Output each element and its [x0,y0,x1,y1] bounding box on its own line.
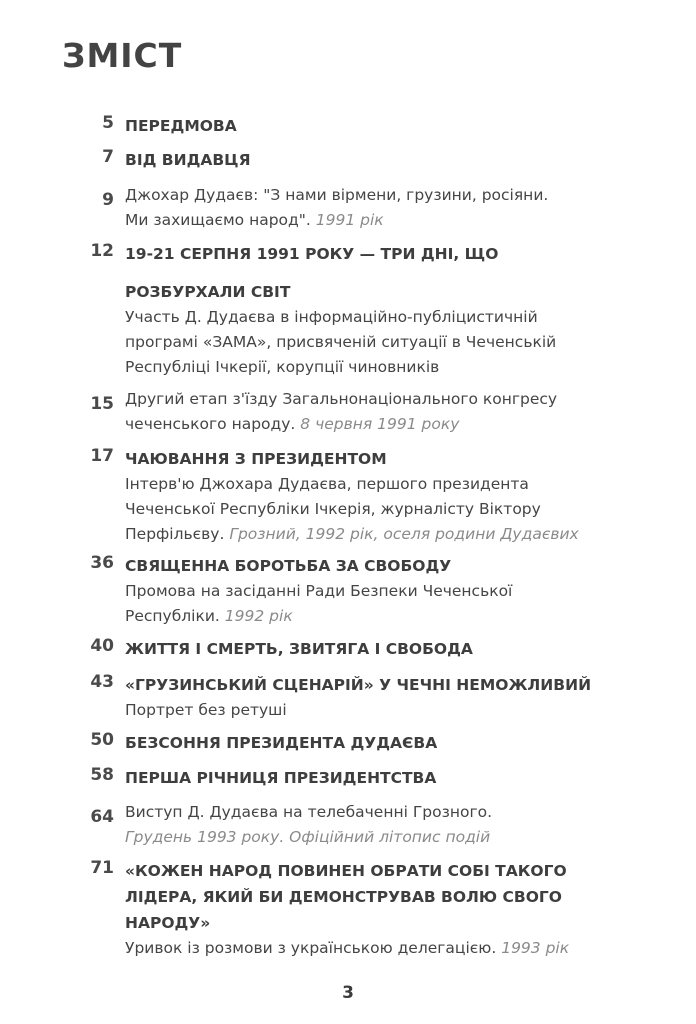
toc-text: Виступ Д. Дудаєва на телебаченні Грозного. [125,803,493,821]
toc-heading: 19-21 СЕРПНЯ 1991 РОКУ — ТРИ ДНІ, ЩО [125,245,499,263]
toc-text: Портрет без ретуші [125,701,287,719]
toc-page-number: 9 [102,190,114,210]
toc-page-number: 64 [90,807,114,827]
toc-text: Уривок із розмови з українською делегацією. [125,939,497,957]
toc-note: 1993 рік [501,939,570,957]
page-number: 3 [342,983,354,1003]
toc-heading: ЖИТТЯ І СМЕРТЬ, ЗВИТЯГА І СВОБОДА [125,640,473,658]
toc-heading: ВІД ВИДАВЦЯ [125,151,251,169]
toc-page-number: 43 [90,672,114,692]
toc-heading: РОЗБУРХАЛИ СВІТ [125,283,291,301]
toc-page-number: 17 [90,446,114,466]
toc-page-number: 40 [90,636,114,656]
toc-heading: НАРОДУ» [125,914,211,932]
toc-heading: ЧАЮВАННЯ З ПРЕЗИДЕНТОМ [125,450,387,468]
toc-page-number: 36 [90,553,114,573]
toc-heading: ЛІДЕРА, ЯКИЙ БИ ДЕМОНСТРУВАВ ВОЛЮ СВОГО [125,888,562,906]
page-title: ЗМІСТ [62,36,183,75]
toc-page-number: 58 [90,765,114,785]
toc-text: Ми захищаємо народ". [125,211,311,229]
toc-heading: СВЯЩЕННА БОРОТЬБА ЗА СВОБОДУ [125,557,452,575]
toc-heading: БЕЗСОННЯ ПРЕЗИДЕНТА ДУДАЄВА [125,734,438,752]
toc-note: Грозний, 1992 рік, оселя родини Дудаєвих [229,525,579,543]
toc-text: Інтерв'ю Джохара Дудаєва, першого президента [125,475,529,493]
toc-heading: «КОЖЕН НАРОД ПОВИНЕН ОБРАТИ СОБІ ТАКОГО [125,862,567,880]
toc-page-number: 15 [90,394,114,414]
toc-text: Промова на засіданні Ради Безпеки Чеченської [125,582,513,600]
toc-text: Перфільєву. [125,525,225,543]
toc-page-number: 12 [90,241,114,261]
toc-text: чеченського народу. [125,415,296,433]
toc-text: Чеченської Республіки Ічкерія, журналісту Віктору [125,500,541,518]
toc-heading: ПЕРЕДМОВА [125,117,237,135]
toc-note: 1991 рік [315,211,384,229]
toc-text: програмі «ЗАМА», присвяченій ситуації в Чеченській [125,333,557,351]
toc-note: 8 червня 1991 року [300,415,460,433]
toc-heading: ПЕРША РІЧНИЦЯ ПРЕЗИДЕНТСТВА [125,769,437,787]
toc-text: Республіки. [125,607,220,625]
toc-page-number: 5 [102,113,114,133]
toc-page-number: 71 [90,858,114,878]
toc-note: Грудень 1993 року. Офіційний літопис подій [125,828,491,846]
toc-text: Другий етап з'їзду Загальнонаціонального конгресу [125,390,558,408]
toc-text: Участь Д. Дудаєва в інформаційно-публіцистичній [125,308,538,326]
toc-note: 1992 рік [224,607,293,625]
toc-page-number: 7 [102,147,114,167]
toc-text: Джохар Дудаєв: "З нами вірмени, грузини, росіяни. [125,186,549,204]
toc-page-number: 50 [90,730,114,750]
toc-text: Республіці Ічкерії, корупції чиновників [125,358,440,376]
toc-heading: «ГРУЗИНСЬКИЙ СЦЕНАРІЙ» У ЧЕЧНІ НЕМОЖЛИВИЙ [125,676,592,694]
